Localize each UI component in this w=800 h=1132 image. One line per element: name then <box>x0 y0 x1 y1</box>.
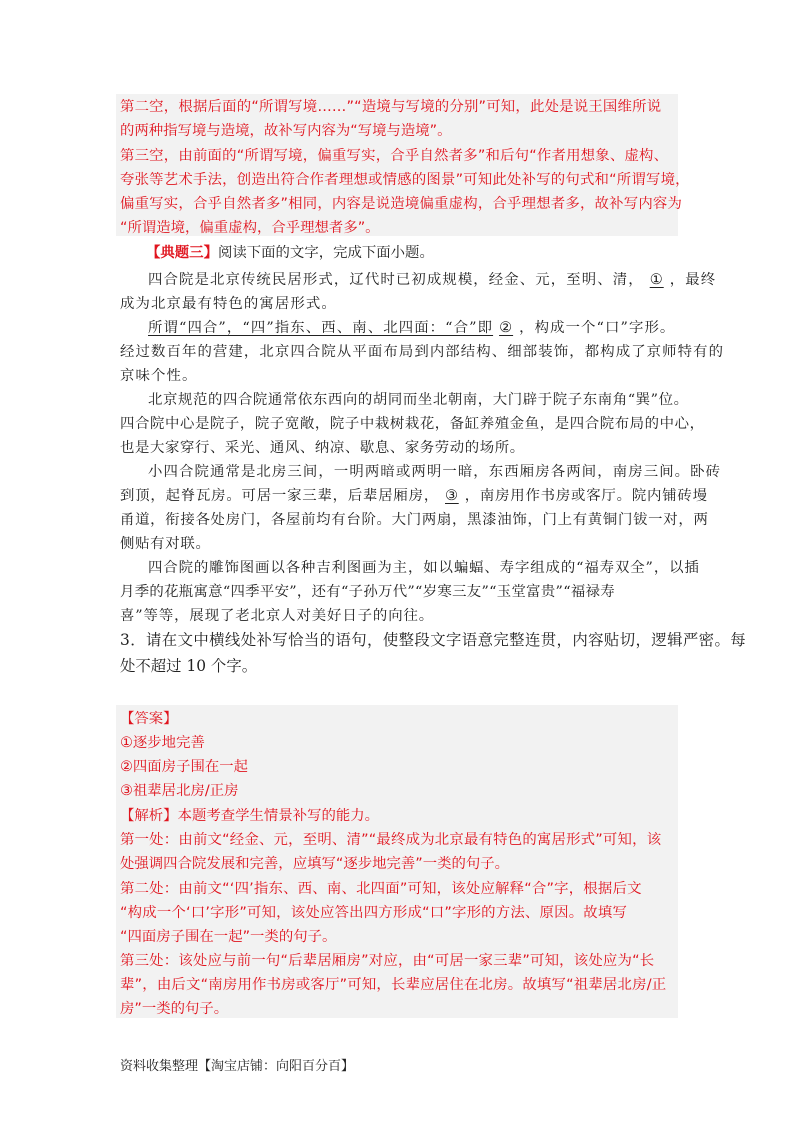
analysis-line: 处强调四合院发展和完善，应填写“逐步地完善”一类的句子。 <box>120 856 510 872</box>
passage-line <box>120 486 708 506</box>
passage-text: 四合院是北京传统民居形式，辽代时已初成规模，经金、元，至明、清， <box>148 272 644 288</box>
explanation-line: “所谓造境，偏重虚构，合乎理想者多”。 <box>120 220 380 236</box>
passage-line: 小四合院通常是北房三间，一明两暗或两明一暗，东西厢房各两间，南房三间。卧砖 <box>148 464 722 480</box>
passage-line: 四合院的雕饰图画以各种吉利图画为主，如以蝙蝠、寿字组成的“福寿双全”，以插 <box>148 560 700 576</box>
analysis-line: 辈”，由后文“南房用作书房或客厅”可知，长辈应居住在北房。故填写“祖辈居北房/正 <box>120 977 667 993</box>
answer-item: ③祖辈居北房/正房 <box>120 783 239 799</box>
passage-line: 经过数百年的营建，北京四合院从平面布局到内部结构、细部装饰，都构成了京师特有的 <box>120 344 725 360</box>
question-line: 3．请在文中横线处补写恰当的语句，使整段文字语意完整连贯，内容贴切，逻辑严密。每 <box>120 631 747 649</box>
passage-line: 也是大家穿行、采光、通风、纳凉、歇息、家务劳动的场所。 <box>120 440 525 456</box>
passage-line: 京味个性。 <box>120 368 198 384</box>
answer-item: ②四面房子围在一起 <box>120 759 249 775</box>
question-line: 处不超过 10 个字。 <box>120 657 258 675</box>
example-heading <box>146 243 434 263</box>
passage-text: 到顶，起脊瓦房。可居一家三辈，后辈居厢房， <box>120 488 440 504</box>
passage-line: 月季的花瓶寓意“四季平安”，还有“子孙万代”“岁寒三友”“玉堂富贵”“福禄寿 <box>120 584 615 600</box>
example-intro: 阅读下面的文字，完成下面小题。 <box>217 245 434 261</box>
explanation-line: 第二空，根据后面的“所谓写境……”“造境与写境的分别”可知，此处是说王国维所说 <box>120 99 662 115</box>
analysis-label: 【解析】 <box>120 808 178 824</box>
explanation-line: 第三空，由前面的“所谓写境，偏重写实，合乎自然者多”和后句“作者用想象、虚构、 <box>120 148 669 164</box>
passage-text: ，南房用作书房或客厅。院内铺砖墁 <box>464 488 708 504</box>
example-label: 【典题三】 <box>146 244 218 261</box>
explanation-line: 偏重写实，合乎自然者多”相同，内容是说造境偏重虚构，合乎理想者多，故补写内容为 <box>120 196 683 212</box>
blank-2[interactable]: ② <box>499 320 514 336</box>
analysis-line: 第二处：由前文“‘四’指东、西、南、北四面”可知，该处应解释“合”字，根据后文 <box>120 881 642 897</box>
answer-item: ①逐步地完善 <box>120 735 205 751</box>
passage-text: ，构成一个“口”字形。 <box>519 320 676 336</box>
passage-line: 四合院中心是院子，院子宽敞，院子中栽树栽花，备缸养殖金鱼，是四合院布局的中心， <box>120 416 705 432</box>
passage-line: 北京规范的四合院通常依东西向的胡同而坐北朝南，大门辟于院子东南角“巽”位。 <box>148 392 689 408</box>
answer-label: 【答案】 <box>120 711 178 727</box>
analysis-line: 第三处：该处应与前一句“后辈居厢房”对应，由“可居一家三辈”可知，该处应为“长 <box>120 953 655 969</box>
page-footer: 资料收集整理【淘宝店铺：向阳百分百】 <box>120 1059 355 1074</box>
passage-line: 甬道，衔接各处房门，各屋前均有台阶。大门两扇，黑漆油饰，门上有黄铜门钹一对，两 <box>120 512 709 528</box>
analysis-line: “构成一个‘口’字形”可知，该处应答出四方形成“口”字形的方法、原因。故填写 <box>120 905 628 921</box>
blank-1[interactable]: ① <box>649 272 664 288</box>
explanation-line: 夸张等艺术手法，创造出符合作者理想或情感的图景”可知此处补写的句式和“所谓写境， <box>120 172 690 188</box>
passage-line: 喜”等等，展现了老北京人对美好日子的向往。 <box>120 608 435 624</box>
passage-text: 所谓“四合”，“四”指东、西、南、北四面：“合”即 <box>148 320 494 336</box>
blank-3[interactable]: ③ <box>445 488 459 504</box>
passage-line <box>148 318 675 338</box>
analysis-line: 第一处：由前文“经金、元，至明、清”“最终成为北京最有特色的寓居形式”可知，该 <box>120 832 662 848</box>
analysis-line: 房”一类的句子。 <box>120 1001 229 1017</box>
analysis-line: “四面房子围在一起”一类的句子。 <box>120 929 337 945</box>
passage-line: 成为北京最有特色的寓居形式。 <box>120 296 337 312</box>
passage-text: ，最终 <box>669 272 717 288</box>
passage-line <box>148 270 716 290</box>
analysis-text: 本题考查学生情景补写的能力。 <box>177 808 380 824</box>
analysis-heading <box>120 806 379 826</box>
explanation-line: 的两种指写境与造境，故补写内容为“写境与造境”。 <box>120 123 452 139</box>
passage-line: 侧贴有对联。 <box>120 536 211 552</box>
